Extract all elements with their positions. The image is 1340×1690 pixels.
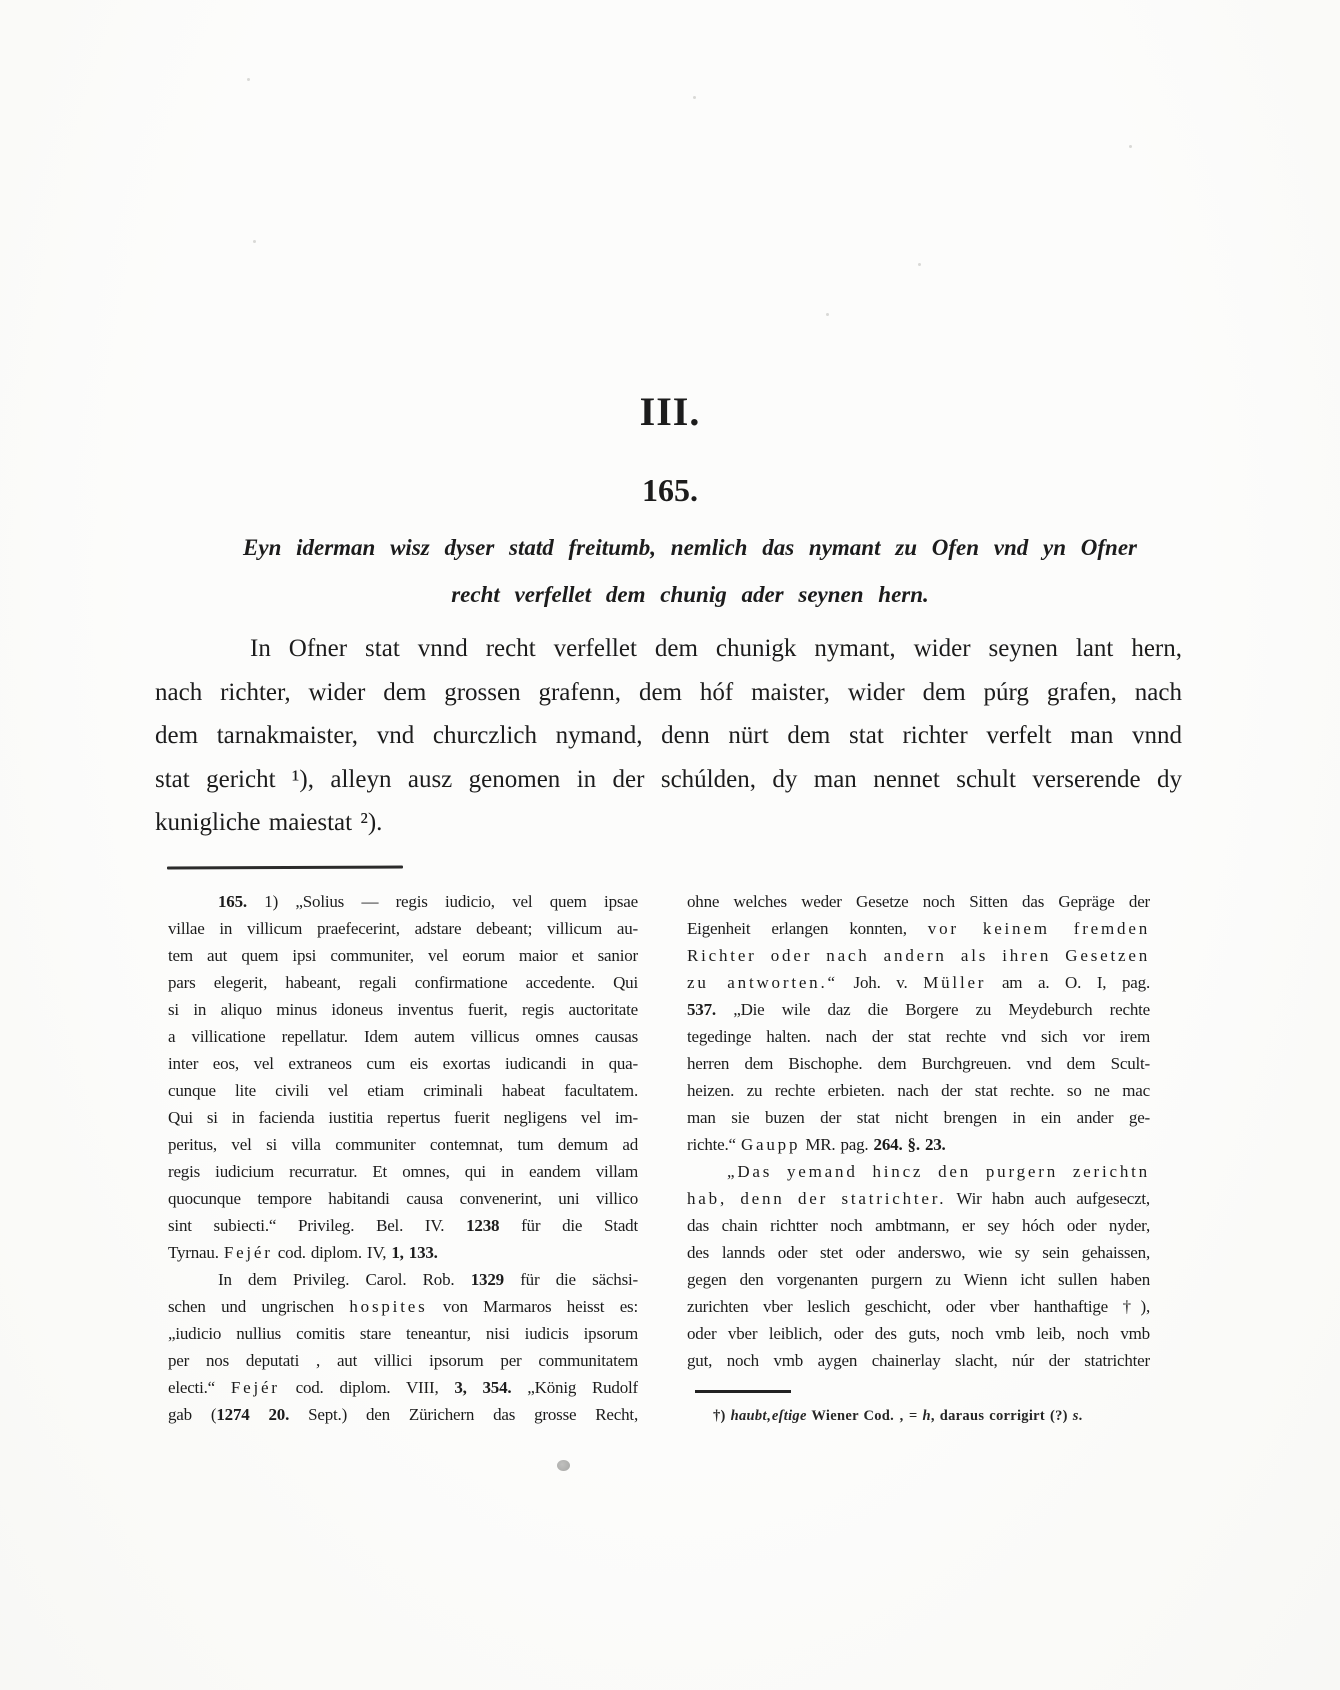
text-line: si in aliquo minus idoneus inventus fuerit, regis auctoritate (168, 1000, 638, 1019)
text-line: ohne welches weder Gesetze noch Sitten das Gepräge der (687, 892, 1150, 911)
text-line: das chain richtter noch ambtmann, er sey hóch oder nyder, (687, 1216, 1150, 1235)
main-text (155, 627, 1182, 845)
text-line: des lannds oder stet oder anderswo, wie sy sein gehaissen, (687, 1243, 1150, 1262)
text-line: 165. 1) „Solius — regis iudicio, vel quem ipsae (218, 892, 638, 911)
text-line: herren dem Bischophe. dem Burchgreuen. vnd dem Scult- (687, 1054, 1150, 1073)
text-line: stat gericht ¹), alleyn ausz genomen in der schúlden, dy man nennet schult verserende dy (155, 765, 1182, 793)
text-line: heizen. zu rechte erbieten. nach der stat rechte. so ne mac (687, 1081, 1150, 1100)
section-heading: III. (639, 389, 701, 434)
text-line: villae in villicum praefecerint, adstare debeant; villicum au- (168, 919, 638, 938)
text-line: zu antworten.“ Joh. v. Müller am a. O. I, pag. (687, 973, 1150, 992)
scan-speck (918, 263, 921, 266)
text-line: tegedinge halten. nach der stat rechte vnd sich vor irem (687, 1027, 1150, 1046)
text-line: Richter oder nach andern als ihren Gesetzen (687, 946, 1150, 965)
text-line: regis iudicium recurratur. Et omnes, qui in eandem villam (168, 1162, 638, 1181)
entry-title-line: Eyn iderman wisz dyser statd freitumb, nemlich das nymant zu Ofen vnd yn Ofner (243, 535, 1137, 560)
scan-dot-artifact (557, 1460, 570, 1471)
text-line: per nos deputati , aut villici ipsorum per communitatem (168, 1351, 638, 1370)
text-line: pars elegerit, habeant, regali confirmatione accedente. Qui (168, 973, 638, 992)
dagger-note-rule (695, 1390, 791, 1393)
scan-speck (826, 313, 829, 316)
text-line: sint subiecti.“ Privileg. Bel. IV. 1238 für die Stadt (168, 1216, 638, 1235)
text-line: hab, denn der statrichter. Wir habn auch aufgeseczt, (687, 1189, 1150, 1208)
text-line: In Ofner stat vnnd recht verfellet dem chunigk nymant, wider seynen lant hern, (250, 635, 1182, 662)
text-line: gegen den vorgenanten purgern zu Wienn icht sullen haben (687, 1270, 1150, 1289)
text-line: schen und ungrischen hospites von Marmaros heisst es: (168, 1297, 638, 1316)
text-line: zurichten vber leslich geschicht, oder vber hanthaftige †), (687, 1297, 1150, 1316)
footnote-separator-rule (167, 865, 403, 869)
text-line: †) haubt‚eſtige Wiener Cod. ‚ = h, daraus corrigirt (?) s. (713, 1407, 1083, 1424)
scan-speck (247, 78, 250, 81)
scan-speck (693, 96, 696, 99)
footnote-column-left (168, 888, 638, 1428)
text-line: Tyrnau. Fejér cod. diplom. IV, 1, 133. (168, 1243, 438, 1262)
text-line: electi.“ Fejér cod. diplom. VIII, 3, 354. „König Rudolf (168, 1378, 638, 1397)
text-line: 537. „Die wile daz die Borgere zu Meydeburch rechte (687, 1000, 1150, 1019)
text-line: kunigliche maiestat ²). (155, 809, 383, 837)
footnote-column-right (687, 888, 1150, 1428)
entry-title-line: recht verfellet dem chunig ader seynen hern. (451, 582, 929, 607)
footnote-right-lines (687, 888, 1150, 1374)
text-line: „iudicio nullius comitis stare teneantur, nisi iudicis ipsorum (168, 1324, 638, 1343)
text-line: oder vber leiblich, oder des guts, noch vmb leib, noch vmb (687, 1324, 1150, 1343)
text-line: nach richter, wider dem grossen grafenn, dem hóf maister, wider dem púrg grafen, nach (155, 678, 1182, 706)
text-line: Eigenheit erlangen konnten, vor keinem fremden (687, 919, 1150, 938)
text-line: peritus, vel si villa communiter contemnat, tum demum ad (168, 1135, 638, 1154)
dagger-note (687, 1406, 1150, 1428)
text-line: Qui si in facienda iustitia repertus fuerit negligens vel im- (168, 1108, 638, 1127)
text-line: tem aut quem ipsi communiter, vel eorum maior et sanior (168, 946, 638, 965)
scan-speck (253, 240, 256, 243)
entry-title (160, 524, 1220, 618)
text-line: inter eos, vel extraneos cum eis exortas iudicandi in qua- (168, 1054, 638, 1073)
text-line: dem tarnakmaister, vnd churczlich nymand, denn nürt dem stat richter verfelt man vnnd (155, 722, 1182, 750)
text-line: „Das yemand hincz den purgern zerichtn (727, 1162, 1150, 1181)
text-line: quocunque tempore habitandi causa convenerint, uni villico (168, 1189, 638, 1208)
text-line: man sie buzen der stat nicht brengen in ein ander ge- (687, 1108, 1150, 1127)
text-line: cunque lite civili vel etiam criminali habeat facultatem. (168, 1081, 638, 1100)
entry-number: 165. (642, 472, 698, 508)
text-line: richte.“ Gaupp MR. pag. 264. §. 23. (687, 1135, 946, 1154)
text-line: gut, noch vmb aygen chainerlay slacht, núr der statrichter (687, 1351, 1150, 1370)
text-line: In dem Privileg. Carol. Rob. 1329 für die sächsi- (218, 1270, 638, 1289)
scan-speck (1129, 145, 1132, 148)
text-line: gab (1274 20. Sept.) den Zürichern das grosse Recht, (168, 1405, 638, 1424)
text-line: a villicatione repellatur. Idem autem villicus omnes causas (168, 1027, 638, 1046)
